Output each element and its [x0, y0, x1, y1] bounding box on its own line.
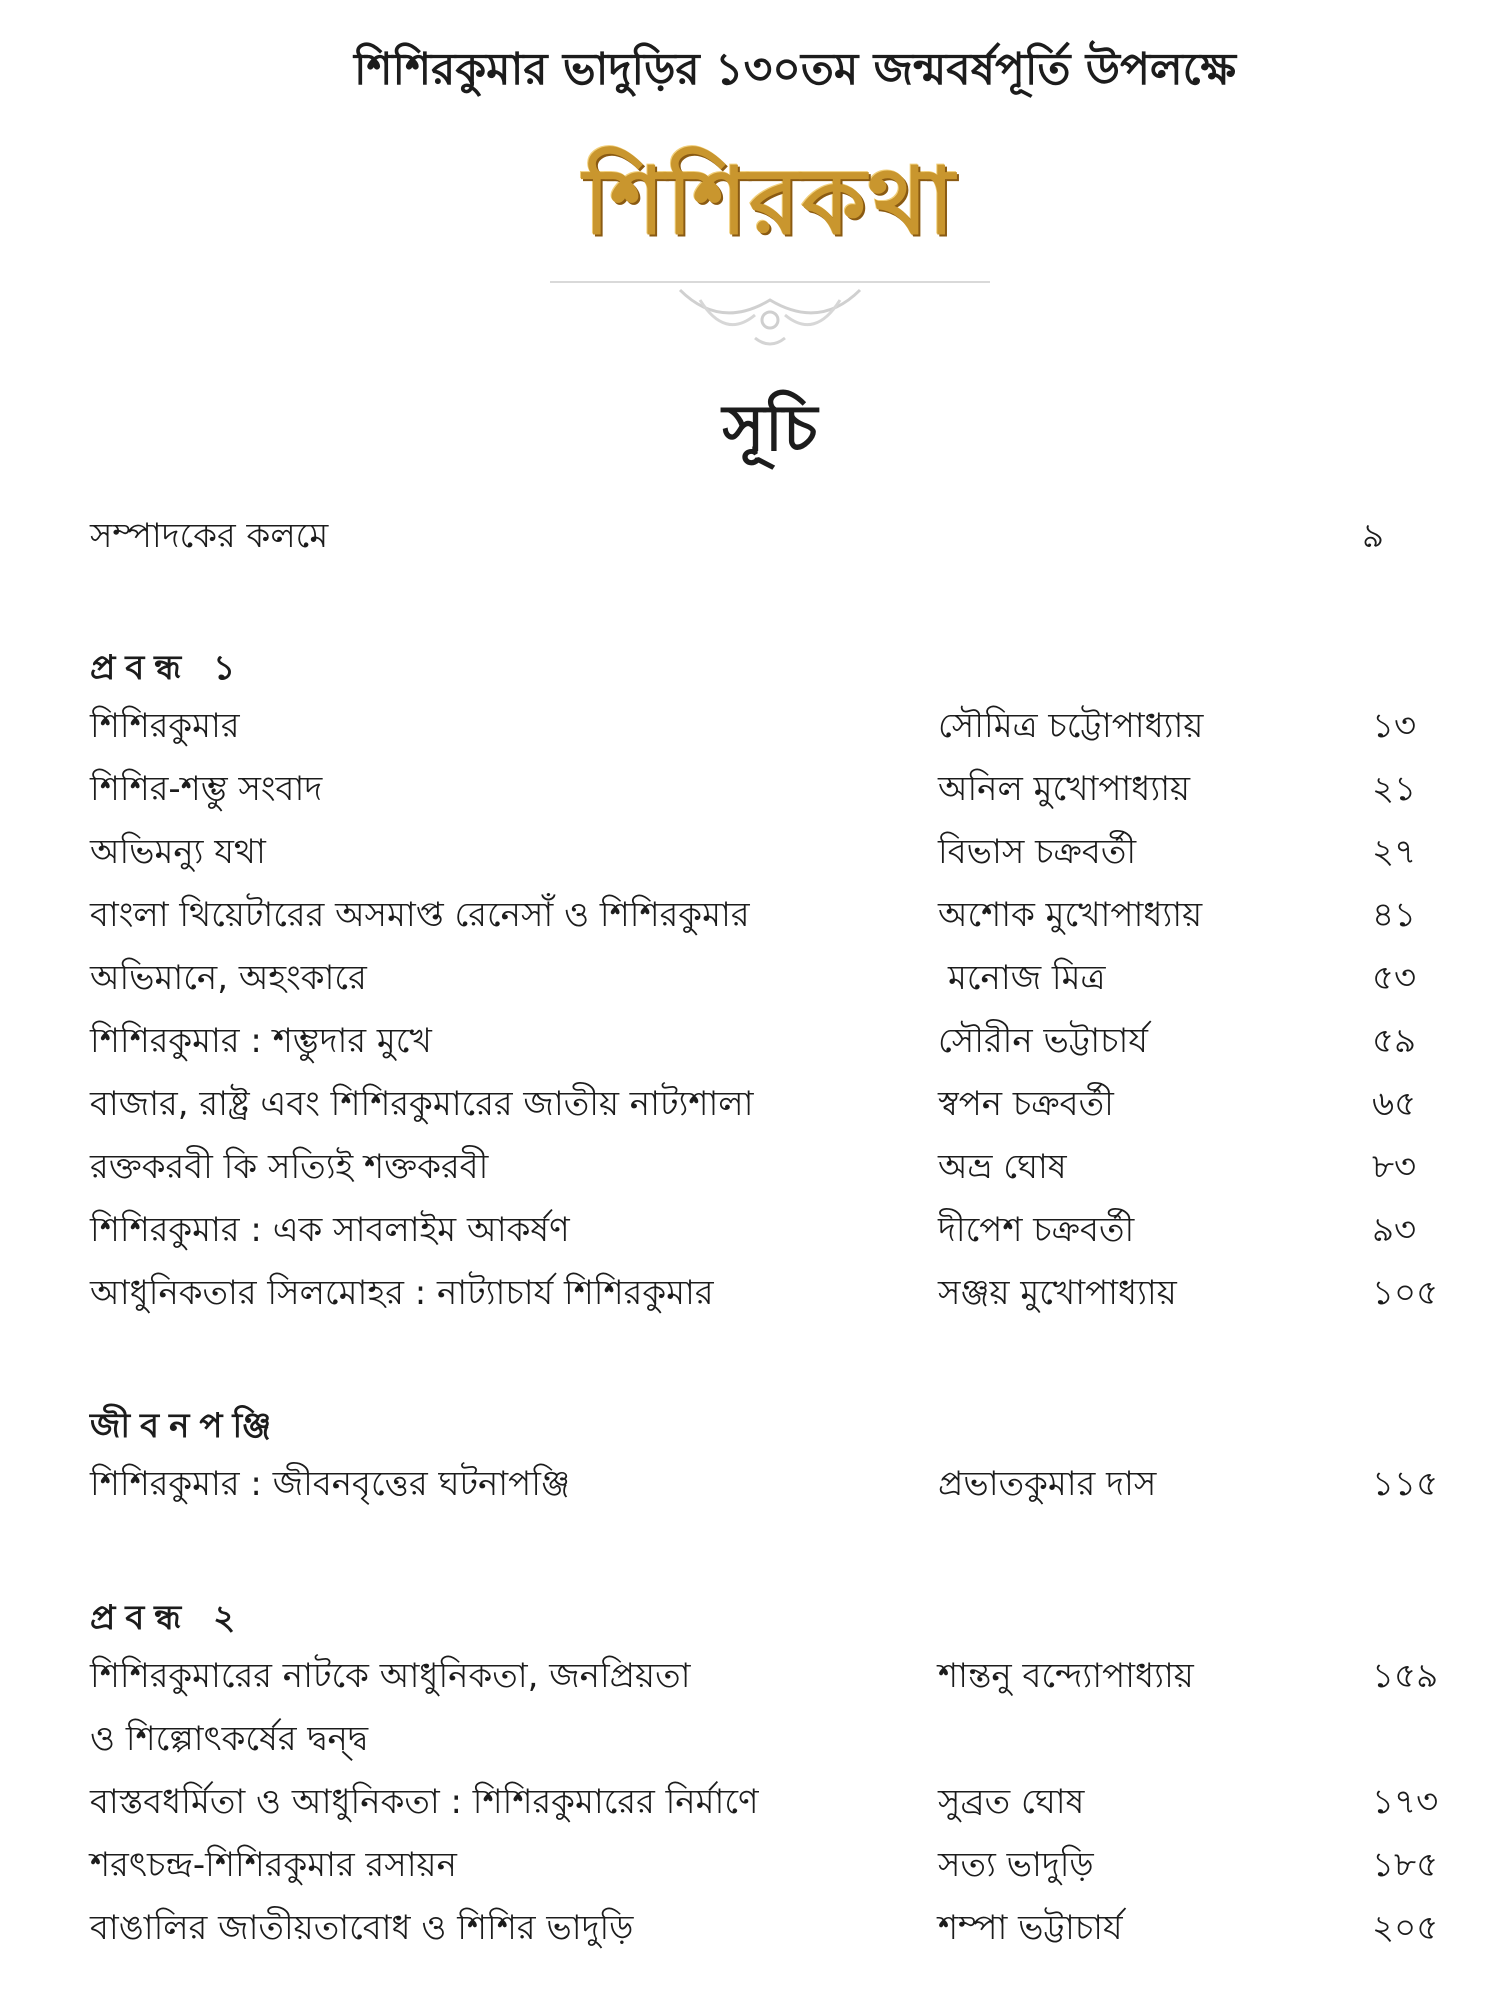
entry-title: বাঙালির জাতীয়তাবোধ ও শিশির ভাদুড়ি: [90, 1908, 634, 1948]
section-heading-essays-1: প্রবন্ধ ১: [90, 648, 246, 688]
toc-row: [0, 1776, 1500, 1832]
entry-author: প্রভাতকুমার দাস: [938, 1464, 1157, 1504]
entry-page: ১৮৫: [1372, 1845, 1439, 1885]
toc-row: [0, 1078, 1500, 1134]
entry-page: ১৩: [1372, 706, 1417, 746]
entry-title: শিশিরকুমার : এক সাবলাইম আকর্ষণ: [90, 1210, 570, 1250]
entry-title: বাংলা থিয়েটারের অসমাপ্ত রেনেসাঁ ও শিশিরকুমার: [90, 895, 750, 935]
toc-row-continuation: [0, 1713, 1500, 1769]
toc-row: [0, 1015, 1500, 1071]
entry-title: শিশিরকুমারের নাটকে আধুনিকতা, জনপ্রিয়তা: [90, 1656, 691, 1696]
entry-title: বাস্তবধর্মিতা ও আধুনিকতা : শিশিরকুমারের নির্মাণে: [90, 1782, 759, 1822]
toc-row: [0, 763, 1500, 819]
entry-title: আধুনিকতার সিলমোহর : নাট্যাচার্য শিশিরকুমার: [90, 1273, 714, 1313]
ornament-flourish-icon: [550, 260, 990, 350]
entry-author: দীপেশ চক্রবর্তী: [938, 1210, 1135, 1250]
entry-page: ৯৩: [1372, 1210, 1417, 1250]
entry-page: ১৭৩: [1372, 1782, 1439, 1822]
entry-author: বিভাস চক্রবর্তী: [938, 832, 1137, 872]
entry-page: ৬৫: [1372, 1084, 1417, 1124]
entry-title: বাজার, রাষ্ট্র এবং শিশিরকুমারের জাতীয় নাট্যশালা: [90, 1084, 754, 1124]
entry-author: অভ্র ঘোষ: [938, 1147, 1067, 1187]
entry-author: শম্পা ভট্টাচার্য: [938, 1908, 1123, 1948]
toc-row: [0, 1458, 1500, 1514]
occasion-line: শিশিরকুমার ভাদুড়ির ১৩০তম জন্মবর্ষপূর্তি উপলক্ষে: [353, 44, 1237, 95]
entry-author: অশোক মুখোপাধ্যায়: [938, 895, 1203, 935]
toc-intro-row: [0, 510, 1500, 566]
entry-page: ১১৫: [1372, 1464, 1439, 1504]
toc-row: [0, 889, 1500, 945]
entry-author: সঞ্জয় মুখোপাধ্যায়: [938, 1273, 1177, 1313]
entry-title: শিশিরকুমার: [90, 706, 240, 746]
entry-page: ২১: [1372, 769, 1417, 809]
toc-row: [0, 1902, 1500, 1958]
entry-author: সত্য ভাদুড়ি: [938, 1845, 1094, 1885]
toc-row: [0, 1204, 1500, 1260]
entry-page: ১৫৯: [1372, 1656, 1439, 1696]
toc-row: [0, 1141, 1500, 1197]
entry-title: অভিমন্যু যথা: [90, 832, 266, 872]
entry-title: রক্তকরবী কি সত্যিই শক্তকরবী: [90, 1147, 489, 1187]
entry-author: স্বপন চক্রবর্তী: [938, 1084, 1114, 1124]
contents-heading: সূচি: [722, 391, 818, 466]
entry-author: অনিল মুখোপাধ্যায়: [938, 769, 1191, 809]
toc-row: [0, 952, 1500, 1008]
intro-title: সম্পাদকের কলমে: [90, 516, 329, 556]
toc-row: [0, 1839, 1500, 1895]
entry-author: সুব্রত ঘোষ: [938, 1782, 1085, 1822]
book-title: শিশিরকথা: [583, 147, 957, 255]
entry-author: সৌমিত্র চট্টোপাধ্যায়: [938, 706, 1204, 746]
entry-page: ৮৩: [1372, 1147, 1417, 1187]
toc-row: [0, 826, 1500, 882]
toc-row: [0, 1650, 1500, 1706]
entry-author: মনোজ মিত্র: [948, 958, 1106, 998]
toc-row: [0, 700, 1500, 756]
toc-row: [0, 1267, 1500, 1323]
entry-title: শরৎচন্দ্র-শিশিরকুমার রসায়ন: [90, 1845, 457, 1885]
entry-title: শিশির-শম্ভু সংবাদ: [90, 769, 323, 809]
book-title-block: [520, 120, 1020, 350]
intro-page: ৯: [1362, 516, 1385, 556]
entry-title: অভিমানে, অহংকারে: [90, 958, 367, 998]
entry-page: ৫৯: [1372, 1021, 1417, 1061]
entry-title-line2: ও শিল্পোৎকর্ষের দ্বন্দ্ব: [90, 1719, 369, 1759]
entry-page: ৪১: [1372, 895, 1417, 935]
entry-author: শান্তনু বন্দ্যোপাধ্যায়: [938, 1656, 1194, 1696]
entry-title: শিশিরকুমার : শম্ভুদার মুখে: [90, 1021, 432, 1061]
entry-page: ৫৩: [1372, 958, 1417, 998]
section-heading-chronology: জীবনপঞ্জি: [90, 1406, 282, 1446]
section-heading-essays-2: প্রবন্ধ ২: [90, 1598, 246, 1638]
entry-page: ২০৫: [1372, 1908, 1439, 1948]
entry-page: ২৭: [1372, 832, 1417, 872]
entry-author: সৌরীন ভট্টাচার্য: [938, 1021, 1148, 1061]
entry-title: শিশিরকুমার : জীবনবৃত্তের ঘটনাপঞ্জি: [90, 1464, 570, 1504]
entry-page: ১০৫: [1372, 1273, 1439, 1313]
